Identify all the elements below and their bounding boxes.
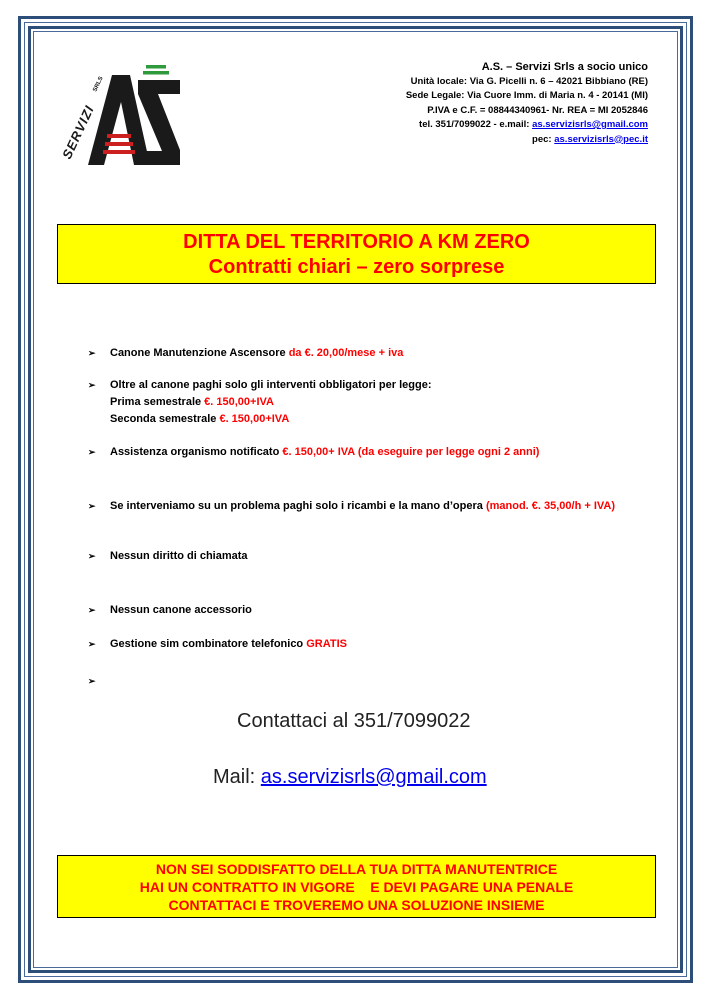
arrow-bullet-icon: ➢ (88, 447, 96, 457)
header-pec-link[interactable]: as.servizisrls@pec.it (554, 133, 648, 145)
item-text: Gestione sim combinatore telefonico (110, 638, 307, 650)
contact-mail (213, 766, 487, 789)
bottom-line-3: CONTATTACI E TROVEREMO UNA SOLUZIONE INSIEME (168, 897, 545, 913)
company-name: A.S. – Servizi Srls a socio unico (481, 61, 648, 73)
item-text: Canone Manutenzione Ascensore (110, 347, 289, 359)
item-text: Assistenza organismo notificato (110, 446, 283, 458)
arrow-bullet-icon: ➢ (88, 605, 96, 615)
header-pec-label: pec: (532, 133, 555, 145)
item-price: GRATIS (306, 638, 347, 650)
arrow-bullet-icon: ➢ (88, 348, 96, 358)
header-address-local: Unità locale: Via G. Picelli n. 6 – 42021 Bibbiano (RE) (410, 75, 648, 87)
title-banner (57, 224, 656, 284)
list-item (88, 548, 658, 565)
bottom-banner (57, 855, 656, 918)
header-tel-label: tel. 351/7099022 - e.mail: (419, 119, 533, 130)
arrow-bullet-icon: ➢ (88, 501, 96, 511)
svg-text:SERVIZI: SERVIZI (59, 102, 98, 162)
header-address-legal: Sede Legale: Via Cuore Imm. di Maria n. 4 - 20141 (MI) (405, 90, 648, 101)
item-text: Oltre al canone paghi solo gli interventi obbligatori per legge: (110, 379, 432, 391)
header-vat: P.IVA e C.F. = 08844340961- Nr. REA = MI 2052846 (427, 104, 648, 116)
title-line-1: DITTA DEL TERRITORIO A KM ZERO (183, 231, 530, 253)
item-price: €. 150,00+ IVA (da eseguire per legge ogni 2 anni) (282, 446, 540, 458)
bottom-line-1: NON SEI SODDISFATTO DELLA TUA DITTA MANUTENTRICE (155, 861, 558, 877)
mail-label: Mail: (213, 766, 261, 788)
item-text: Nessun diritto di chiamata (110, 550, 248, 562)
header-contacts (406, 118, 648, 133)
arrow-bullet-icon: ➢ (88, 551, 96, 561)
item-text: Nessun canone accessorio (110, 604, 252, 616)
header-pec (406, 133, 648, 148)
company-header (406, 60, 648, 147)
contact-mail-link[interactable]: as.servizisrls@gmail.com (260, 766, 487, 788)
svg-text:SRLS: SRLS (92, 75, 105, 93)
list-item (88, 377, 658, 428)
arrow-bullet-icon: ➢ (88, 676, 96, 686)
list-item (88, 602, 658, 619)
item-text: Se interveniamo su un problema paghi solo i ricambi e la mano d’opera (110, 500, 486, 512)
arrow-bullet-icon: ➢ (88, 380, 96, 390)
contact-phone: Contattaci al 351/7099022 (237, 710, 471, 732)
sub-item: Prima semestrale €. 150,00+IVA (110, 396, 274, 408)
arrow-bullet-icon: ➢ (88, 639, 96, 649)
list-item (88, 345, 658, 362)
header-email-link[interactable]: as.servizisrls@gmail.com (532, 119, 648, 130)
item-price: (manod. €. 35,00/h + IVA) (485, 500, 616, 512)
bottom-line-2: HAI UN CONTRATTO IN VIGORE E DEVI PAGARE UNA PENALE (139, 879, 574, 895)
list-item (88, 498, 658, 515)
item-price: da €. 20,00/mese + iva (288, 347, 404, 359)
sub-item: Seconda semestrale €. 150,00+IVA (110, 413, 290, 425)
list-item (88, 444, 658, 461)
company-logo (50, 60, 190, 170)
title-line-2: Contratti chiari – zero sorprese (208, 256, 505, 278)
list-item (88, 636, 658, 653)
